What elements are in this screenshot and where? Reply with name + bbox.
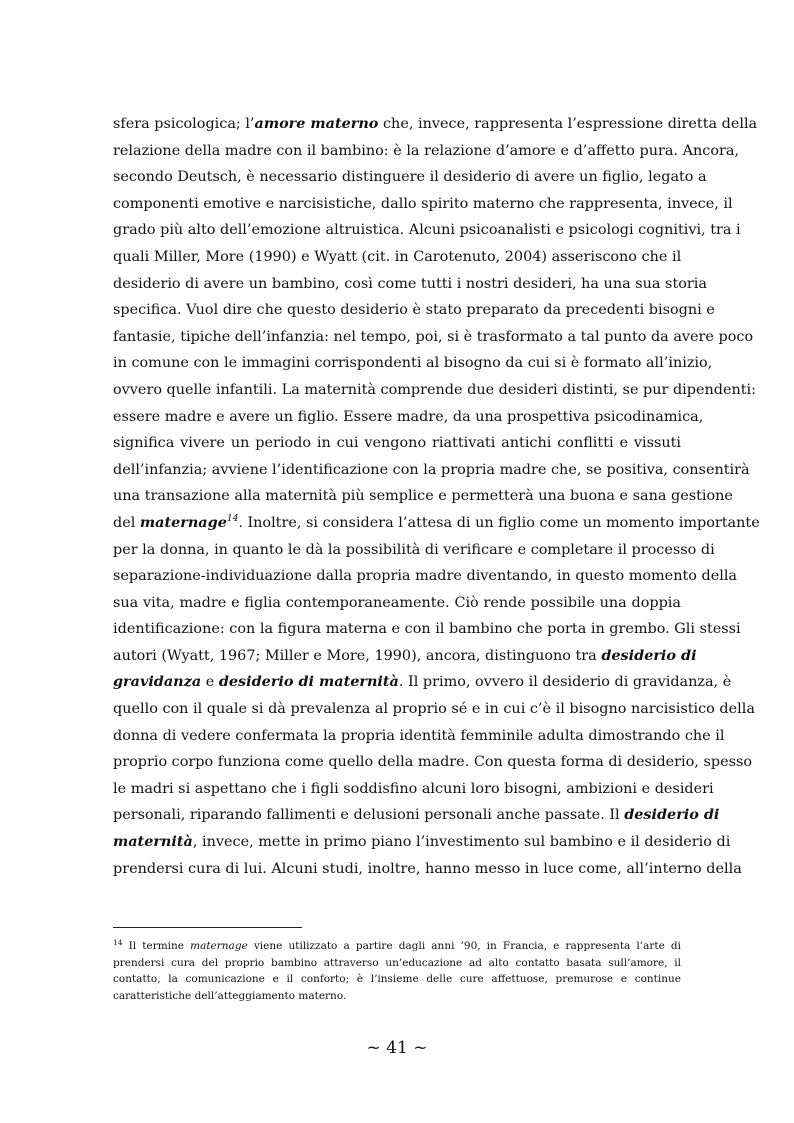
text-line: specifica. Vuol dire che questo desiderio è stato preparato da precedenti bisogni e xyxy=(113,302,715,319)
text-line: prendersi cura di lui. Alcuni studi, inoltre, hanno messo in luce come, all’interno della xyxy=(113,860,742,877)
term-amore-materno: amore materno xyxy=(254,115,379,132)
footnote-line: caratteristiche dell’atteggiamento materno. xyxy=(113,989,347,1002)
main-text xyxy=(113,111,760,882)
footnote xyxy=(113,938,681,1004)
text-line: componenti emotive e narcisistiche, dallo spirito materno che rappresenta, invece, il xyxy=(113,195,733,212)
text-line: maternità, invece, mette in primo piano l’investimento sul bambino e il desiderio di xyxy=(113,833,731,851)
text-line: identificazione: con la figura materna e con il bambino che porta in grembo. Gli stessi xyxy=(113,621,741,638)
text-line: essere madre e avere un figlio. Essere madre, da una prospettiva psicodinamica, xyxy=(113,408,704,425)
text-line: autori (Wyatt, 1967; Miller e More, 1990), ancora, distinguono tra desiderio di xyxy=(113,646,697,664)
text-line: personali, riparando fallimenti e delusioni personali anche passate. Il desiderio di xyxy=(113,806,720,824)
page-number: ~ 41 ~ xyxy=(366,1038,428,1058)
text-line: del maternage$^{14}$. Inoltre, si considera l’attesa di un figlio come un momento importante xyxy=(113,513,760,531)
text-line: gravidanza e desiderio di maternità. Il primo, ovvero il desiderio di gravidanza, è xyxy=(113,673,732,691)
term-gravidanza: gravidanza xyxy=(113,673,202,691)
footnote-line: prendersi cura del proprio bambino attraverso un’educazione ad alto contatto basata sull’amore, il xyxy=(113,956,681,969)
text-line: significa vivere un periodo in cui vengono riattivati antichi conflitti e vissuti xyxy=(113,435,681,452)
text-line: secondo Deutsch, è necessario distinguere il desiderio di avere un figlio, legato a xyxy=(113,169,707,186)
text-line: in comune con le immagini corrispondenti al bisogno da cui si è formato all’inizio, xyxy=(113,355,713,372)
text-line: relazione della madre con il bambino: è la relazione d’amore e d’affetto pura. Ancora, xyxy=(113,142,740,159)
text-line: le madri si aspettano che i figli soddisfino alcuni loro bisogni, ambizioni e desideri xyxy=(113,780,714,797)
footnote-line: $^{14}$ Il termine maternage viene utilizzato a partire dagli anni ’90, in Francia, e rappresenta l’arte di xyxy=(113,938,682,952)
text-line: ovvero quelle infantili. La maternità comprende due desideri distinti, se pur dipendenti: xyxy=(113,381,757,398)
text-line: proprio corpo funziona come quello della madre. Con questa forma di desiderio, spesso xyxy=(113,754,753,771)
term-maternage: maternage xyxy=(139,513,227,531)
text-line: dell’infanzia; avviene l’identificazione con la propria madre che, se positiva, consentirà xyxy=(113,461,750,478)
footnote-separator xyxy=(113,927,302,928)
text-line: donna di vedere confermata la propria identità femminile adulta dimostrando che il xyxy=(113,727,725,744)
term-maternita: maternità xyxy=(113,833,193,851)
term-desiderio-di: desiderio di xyxy=(624,806,720,824)
text-line: grado più alto dell’emozione altruistica. Alcuni psicoanalisti e psicologi cognitivi, tra i xyxy=(113,222,741,239)
footnote-reference: 14 xyxy=(226,513,239,524)
text-line: fantasie, tipiche dell’infanzia: nel tempo, poi, si è trasformato a tal punto da avere poco xyxy=(113,328,754,345)
text-line: separazione-individuazione dalla propria madre diventando, in questo momento della xyxy=(113,568,737,585)
text-line: sua vita, madre e figlia contemporaneamente. Ciò rende possibile una doppia xyxy=(113,594,681,611)
text-line: quali Miller, More (1990) e Wyatt (cit. in Carotenuto, 2004) asseriscono che il xyxy=(113,248,682,265)
footnote-marker: 14 xyxy=(113,938,123,947)
term-desiderio-di-maternita: desiderio di maternità xyxy=(218,673,399,691)
text-line: per la donna, in quanto le dà la possibilità di verificare e completare il processo di xyxy=(113,541,715,558)
footnote-line: contatto, la comunicazione e il conforto; è l’insieme delle cure affettuose, premurose e continue xyxy=(113,973,681,986)
text-line: desiderio di avere un bambino, così come tutti i nostri desideri, ha una sua storia xyxy=(113,275,707,292)
term-desiderio-di-gravidanza: desiderio di xyxy=(601,646,697,664)
text-line: quello con il quale si dà prevalenza al proprio sé e in cui c’è il bisogno narcisistico della xyxy=(113,701,755,718)
text-line: sfera psicologica; l’amore materno che, invece, rappresenta l’espressione diretta della xyxy=(113,115,758,132)
footnote-term-maternage: maternage xyxy=(190,940,248,952)
text-line: una transazione alla maternità più semplice e permetterà una buona e sana gestione xyxy=(113,488,733,505)
